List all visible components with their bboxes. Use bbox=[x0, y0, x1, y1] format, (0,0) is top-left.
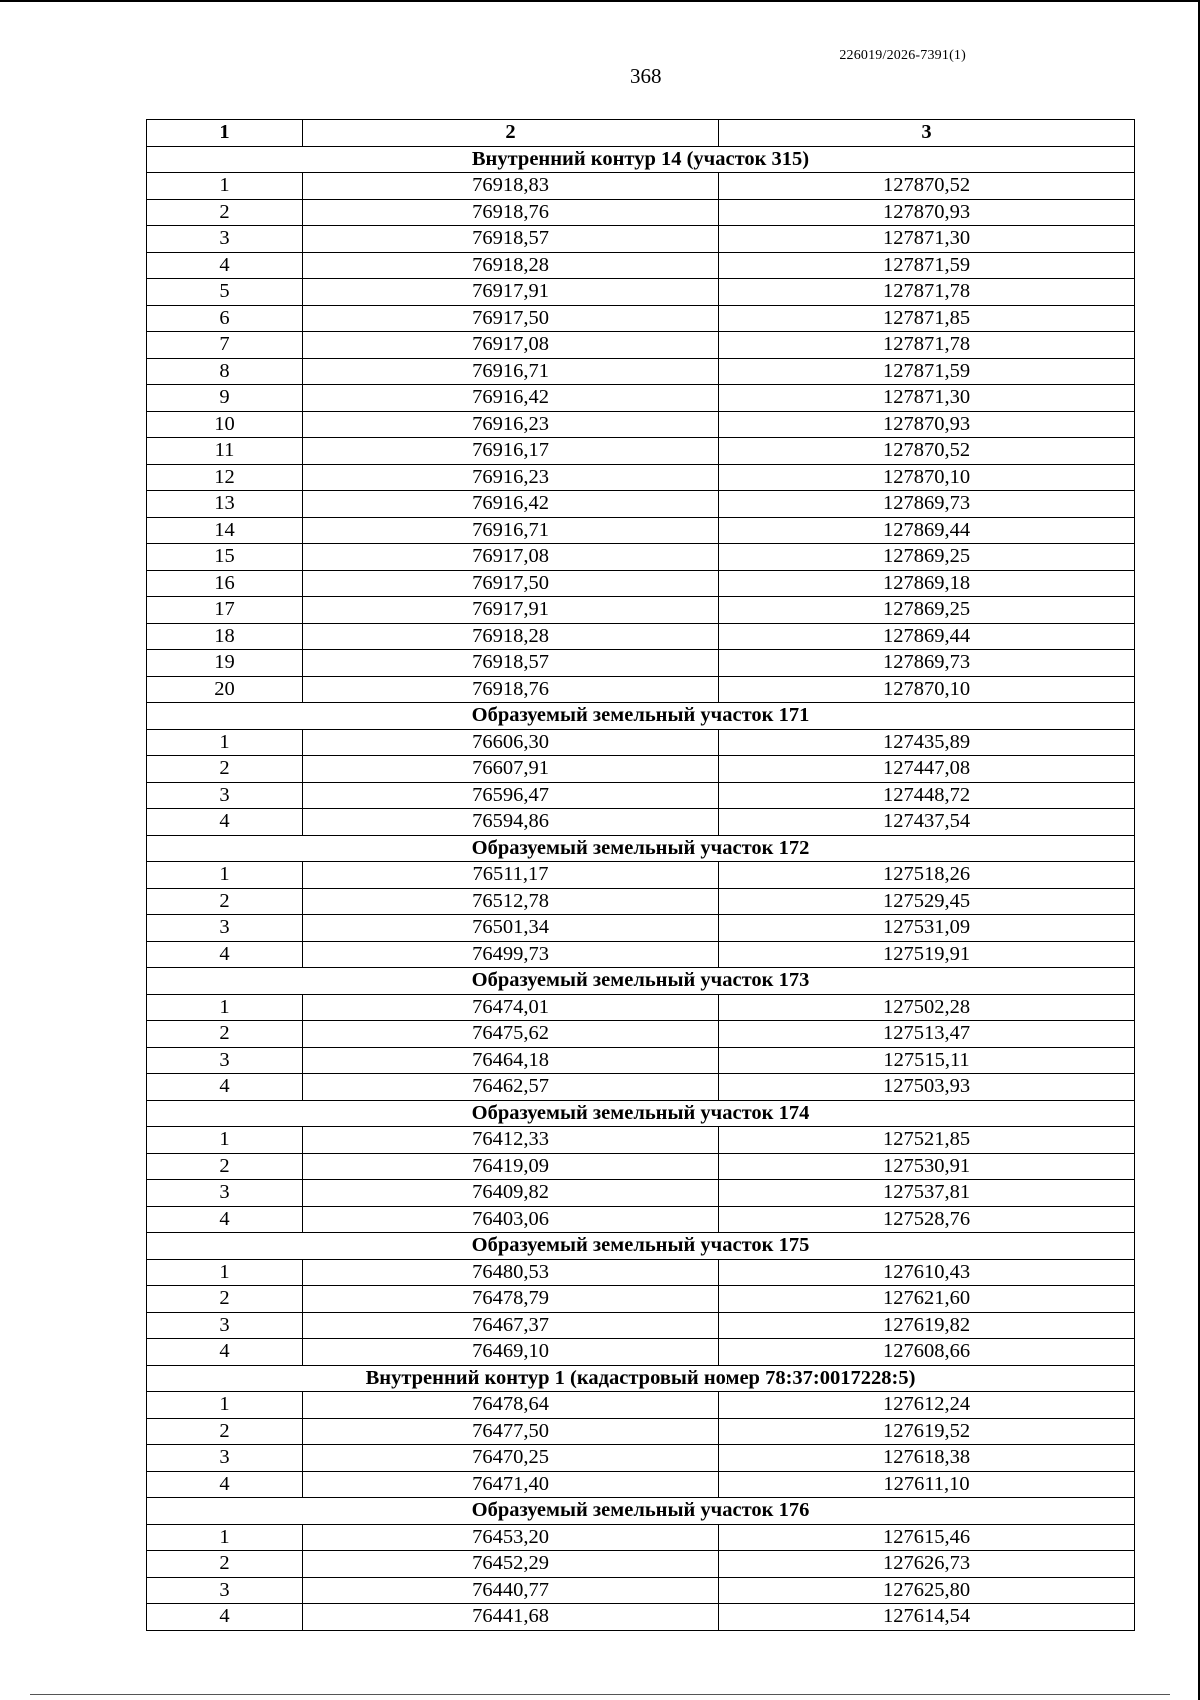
table-row bbox=[147, 1074, 1135, 1101]
point-number-cell: 2 bbox=[147, 1418, 303, 1445]
x-coordinate-cell: 76409,82 bbox=[303, 1180, 719, 1207]
x-coordinate-cell: 76419,09 bbox=[303, 1153, 719, 1180]
x-coordinate-cell: 76464,18 bbox=[303, 1047, 719, 1074]
table-row bbox=[147, 279, 1135, 306]
x-coordinate-cell: 76499,73 bbox=[303, 941, 719, 968]
page-number: 368 bbox=[630, 64, 662, 88]
column-header: 1 bbox=[147, 120, 303, 147]
point-number-cell: 3 bbox=[147, 1577, 303, 1604]
point-number-cell: 19 bbox=[147, 650, 303, 677]
point-number-cell: 1 bbox=[147, 729, 303, 756]
table-row bbox=[147, 782, 1135, 809]
table-row bbox=[147, 1339, 1135, 1366]
section-title: Внутренний контур 14 (участок 315) bbox=[147, 146, 1135, 173]
section-header-row bbox=[147, 1100, 1135, 1127]
x-coordinate-cell: 76917,91 bbox=[303, 279, 719, 306]
y-coordinate-cell: 127530,91 bbox=[719, 1153, 1135, 1180]
y-coordinate-cell: 127869,73 bbox=[719, 491, 1135, 518]
point-number-cell: 2 bbox=[147, 1286, 303, 1313]
point-number-cell: 5 bbox=[147, 279, 303, 306]
y-coordinate-cell: 127521,85 bbox=[719, 1127, 1135, 1154]
x-coordinate-cell: 76917,08 bbox=[303, 332, 719, 359]
x-coordinate-cell: 76452,29 bbox=[303, 1551, 719, 1578]
point-number-cell: 2 bbox=[147, 756, 303, 783]
x-coordinate-cell: 76607,91 bbox=[303, 756, 719, 783]
point-number-cell: 1 bbox=[147, 994, 303, 1021]
point-number-cell: 1 bbox=[147, 1392, 303, 1419]
point-number-cell: 2 bbox=[147, 1021, 303, 1048]
point-number-cell: 3 bbox=[147, 1047, 303, 1074]
x-coordinate-cell: 76477,50 bbox=[303, 1418, 719, 1445]
section-header-row bbox=[147, 1498, 1135, 1525]
y-coordinate-cell: 127870,10 bbox=[719, 464, 1135, 491]
x-coordinate-cell: 76470,25 bbox=[303, 1445, 719, 1472]
x-coordinate-cell: 76916,23 bbox=[303, 464, 719, 491]
y-coordinate-cell: 127503,93 bbox=[719, 1074, 1135, 1101]
point-number-cell: 4 bbox=[147, 941, 303, 968]
section-title: Внутренний контур 1 (кадастровый номер 78:37:0017228:5) bbox=[147, 1365, 1135, 1392]
point-number-cell: 4 bbox=[147, 1471, 303, 1498]
x-coordinate-cell: 76916,71 bbox=[303, 517, 719, 544]
x-coordinate-cell: 76453,20 bbox=[303, 1524, 719, 1551]
x-coordinate-cell: 76918,28 bbox=[303, 623, 719, 650]
x-coordinate-cell: 76441,68 bbox=[303, 1604, 719, 1631]
point-number-cell: 14 bbox=[147, 517, 303, 544]
table-row bbox=[147, 517, 1135, 544]
section-header-row bbox=[147, 835, 1135, 862]
table-row bbox=[147, 252, 1135, 279]
table-row bbox=[147, 332, 1135, 359]
document-reference: 226019/2026-7391(1) bbox=[839, 48, 966, 63]
y-coordinate-cell: 127869,25 bbox=[719, 597, 1135, 624]
point-number-cell: 4 bbox=[147, 1206, 303, 1233]
y-coordinate-cell: 127871,30 bbox=[719, 226, 1135, 253]
y-coordinate-cell: 127537,81 bbox=[719, 1180, 1135, 1207]
point-number-cell: 11 bbox=[147, 438, 303, 465]
y-coordinate-cell: 127625,80 bbox=[719, 1577, 1135, 1604]
x-coordinate-cell: 76412,33 bbox=[303, 1127, 719, 1154]
section-title: Образуемый земельный участок 174 bbox=[147, 1100, 1135, 1127]
x-coordinate-cell: 76511,17 bbox=[303, 862, 719, 889]
point-number-cell: 1 bbox=[147, 173, 303, 200]
x-coordinate-cell: 76480,53 bbox=[303, 1259, 719, 1286]
point-number-cell: 20 bbox=[147, 676, 303, 703]
point-number-cell: 3 bbox=[147, 226, 303, 253]
x-coordinate-cell: 76474,01 bbox=[303, 994, 719, 1021]
x-coordinate-cell: 76918,83 bbox=[303, 173, 719, 200]
table-row bbox=[147, 862, 1135, 889]
section-title: Образуемый земельный участок 175 bbox=[147, 1233, 1135, 1260]
y-coordinate-cell: 127437,54 bbox=[719, 809, 1135, 836]
point-number-cell: 2 bbox=[147, 888, 303, 915]
y-coordinate-cell: 127626,73 bbox=[719, 1551, 1135, 1578]
x-coordinate-cell: 76918,57 bbox=[303, 650, 719, 677]
table-row bbox=[147, 544, 1135, 571]
table-row bbox=[147, 888, 1135, 915]
x-coordinate-cell: 76917,08 bbox=[303, 544, 719, 571]
y-coordinate-cell: 127619,52 bbox=[719, 1418, 1135, 1445]
y-coordinate-cell: 127531,09 bbox=[719, 915, 1135, 942]
point-number-cell: 7 bbox=[147, 332, 303, 359]
point-number-cell: 4 bbox=[147, 809, 303, 836]
table-row bbox=[147, 650, 1135, 677]
x-coordinate-cell: 76918,28 bbox=[303, 252, 719, 279]
y-coordinate-cell: 127519,91 bbox=[719, 941, 1135, 968]
point-number-cell: 1 bbox=[147, 1259, 303, 1286]
table-row bbox=[147, 1153, 1135, 1180]
table-row bbox=[147, 1180, 1135, 1207]
point-number-cell: 18 bbox=[147, 623, 303, 650]
y-coordinate-cell: 127869,25 bbox=[719, 544, 1135, 571]
table-row bbox=[147, 941, 1135, 968]
x-coordinate-cell: 76478,79 bbox=[303, 1286, 719, 1313]
table-row bbox=[147, 1604, 1135, 1631]
x-coordinate-cell: 76917,50 bbox=[303, 570, 719, 597]
table-row bbox=[147, 994, 1135, 1021]
y-coordinate-cell: 127448,72 bbox=[719, 782, 1135, 809]
section-header-row bbox=[147, 703, 1135, 730]
table-row bbox=[147, 1551, 1135, 1578]
point-number-cell: 3 bbox=[147, 1445, 303, 1472]
point-number-cell: 1 bbox=[147, 1524, 303, 1551]
table-row bbox=[147, 1418, 1135, 1445]
point-number-cell: 2 bbox=[147, 1551, 303, 1578]
x-coordinate-cell: 76917,50 bbox=[303, 305, 719, 332]
x-coordinate-cell: 76596,47 bbox=[303, 782, 719, 809]
section-header-row bbox=[147, 146, 1135, 173]
y-coordinate-cell: 127870,52 bbox=[719, 173, 1135, 200]
y-coordinate-cell: 127870,93 bbox=[719, 199, 1135, 226]
table-row bbox=[147, 623, 1135, 650]
y-coordinate-cell: 127619,82 bbox=[719, 1312, 1135, 1339]
table-row bbox=[147, 676, 1135, 703]
x-coordinate-cell: 76916,23 bbox=[303, 411, 719, 438]
y-coordinate-cell: 127869,73 bbox=[719, 650, 1135, 677]
point-number-cell: 2 bbox=[147, 1153, 303, 1180]
table-row bbox=[147, 597, 1135, 624]
coordinates-table bbox=[146, 119, 1135, 1631]
y-coordinate-cell: 127871,85 bbox=[719, 305, 1135, 332]
x-coordinate-cell: 76403,06 bbox=[303, 1206, 719, 1233]
y-coordinate-cell: 127518,26 bbox=[719, 862, 1135, 889]
point-number-cell: 10 bbox=[147, 411, 303, 438]
y-coordinate-cell: 127870,10 bbox=[719, 676, 1135, 703]
y-coordinate-cell: 127871,30 bbox=[719, 385, 1135, 412]
x-coordinate-cell: 76471,40 bbox=[303, 1471, 719, 1498]
y-coordinate-cell: 127515,11 bbox=[719, 1047, 1135, 1074]
section-title: Образуемый земельный участок 171 bbox=[147, 703, 1135, 730]
y-coordinate-cell: 127502,28 bbox=[719, 994, 1135, 1021]
table-row bbox=[147, 226, 1135, 253]
x-coordinate-cell: 76918,76 bbox=[303, 199, 719, 226]
table-row bbox=[147, 809, 1135, 836]
y-coordinate-cell: 127618,38 bbox=[719, 1445, 1135, 1472]
y-coordinate-cell: 127870,93 bbox=[719, 411, 1135, 438]
point-number-cell: 3 bbox=[147, 1180, 303, 1207]
table-body bbox=[147, 146, 1135, 1630]
y-coordinate-cell: 127871,78 bbox=[719, 279, 1135, 306]
point-number-cell: 12 bbox=[147, 464, 303, 491]
y-coordinate-cell: 127869,44 bbox=[719, 623, 1135, 650]
table-row bbox=[147, 173, 1135, 200]
x-coordinate-cell: 76475,62 bbox=[303, 1021, 719, 1048]
point-number-cell: 1 bbox=[147, 862, 303, 889]
table-row bbox=[147, 411, 1135, 438]
point-number-cell: 2 bbox=[147, 199, 303, 226]
table-row bbox=[147, 1047, 1135, 1074]
point-number-cell: 17 bbox=[147, 597, 303, 624]
x-coordinate-cell: 76916,71 bbox=[303, 358, 719, 385]
x-coordinate-cell: 76478,64 bbox=[303, 1392, 719, 1419]
table-row bbox=[147, 358, 1135, 385]
point-number-cell: 15 bbox=[147, 544, 303, 571]
table-row bbox=[147, 305, 1135, 332]
x-coordinate-cell: 76918,57 bbox=[303, 226, 719, 253]
x-coordinate-cell: 76462,57 bbox=[303, 1074, 719, 1101]
y-coordinate-cell: 127870,52 bbox=[719, 438, 1135, 465]
x-coordinate-cell: 76469,10 bbox=[303, 1339, 719, 1366]
table-row bbox=[147, 1524, 1135, 1551]
y-coordinate-cell: 127513,47 bbox=[719, 1021, 1135, 1048]
x-coordinate-cell: 76918,76 bbox=[303, 676, 719, 703]
section-title: Образуемый земельный участок 176 bbox=[147, 1498, 1135, 1525]
table-row bbox=[147, 1021, 1135, 1048]
y-coordinate-cell: 127608,66 bbox=[719, 1339, 1135, 1366]
point-number-cell: 4 bbox=[147, 1339, 303, 1366]
x-coordinate-cell: 76512,78 bbox=[303, 888, 719, 915]
x-coordinate-cell: 76916,17 bbox=[303, 438, 719, 465]
y-coordinate-cell: 127869,18 bbox=[719, 570, 1135, 597]
y-coordinate-cell: 127615,46 bbox=[719, 1524, 1135, 1551]
point-number-cell: 3 bbox=[147, 915, 303, 942]
table-row bbox=[147, 1286, 1135, 1313]
table-row bbox=[147, 1577, 1135, 1604]
point-number-cell: 9 bbox=[147, 385, 303, 412]
column-header: 3 bbox=[719, 120, 1135, 147]
point-number-cell: 16 bbox=[147, 570, 303, 597]
point-number-cell: 3 bbox=[147, 782, 303, 809]
table-row bbox=[147, 570, 1135, 597]
y-coordinate-cell: 127871,59 bbox=[719, 358, 1135, 385]
table-row bbox=[147, 464, 1135, 491]
y-coordinate-cell: 127614,54 bbox=[719, 1604, 1135, 1631]
section-title: Образуемый земельный участок 173 bbox=[147, 968, 1135, 995]
bottom-divider bbox=[30, 1694, 1170, 1695]
table-row bbox=[147, 438, 1135, 465]
x-coordinate-cell: 76594,86 bbox=[303, 809, 719, 836]
point-number-cell: 1 bbox=[147, 1127, 303, 1154]
y-coordinate-cell: 127871,78 bbox=[719, 332, 1135, 359]
y-coordinate-cell: 127621,60 bbox=[719, 1286, 1135, 1313]
table-row bbox=[147, 199, 1135, 226]
table-row bbox=[147, 1312, 1135, 1339]
x-coordinate-cell: 76501,34 bbox=[303, 915, 719, 942]
point-number-cell: 13 bbox=[147, 491, 303, 518]
table-row bbox=[147, 756, 1135, 783]
y-coordinate-cell: 127447,08 bbox=[719, 756, 1135, 783]
x-coordinate-cell: 76440,77 bbox=[303, 1577, 719, 1604]
y-coordinate-cell: 127869,44 bbox=[719, 517, 1135, 544]
table-header-row bbox=[147, 120, 1135, 147]
y-coordinate-cell: 127611,10 bbox=[719, 1471, 1135, 1498]
y-coordinate-cell: 127871,59 bbox=[719, 252, 1135, 279]
point-number-cell: 6 bbox=[147, 305, 303, 332]
table-row bbox=[147, 915, 1135, 942]
x-coordinate-cell: 76467,37 bbox=[303, 1312, 719, 1339]
table-row bbox=[147, 1206, 1135, 1233]
x-coordinate-cell: 76916,42 bbox=[303, 491, 719, 518]
point-number-cell: 4 bbox=[147, 1074, 303, 1101]
y-coordinate-cell: 127610,43 bbox=[719, 1259, 1135, 1286]
table-row bbox=[147, 729, 1135, 756]
y-coordinate-cell: 127435,89 bbox=[719, 729, 1135, 756]
point-number-cell: 4 bbox=[147, 252, 303, 279]
y-coordinate-cell: 127528,76 bbox=[719, 1206, 1135, 1233]
point-number-cell: 3 bbox=[147, 1312, 303, 1339]
y-coordinate-cell: 127612,24 bbox=[719, 1392, 1135, 1419]
y-coordinate-cell: 127529,45 bbox=[719, 888, 1135, 915]
x-coordinate-cell: 76917,91 bbox=[303, 597, 719, 624]
table-row bbox=[147, 385, 1135, 412]
x-coordinate-cell: 76916,42 bbox=[303, 385, 719, 412]
table-row bbox=[147, 1445, 1135, 1472]
section-title: Образуемый земельный участок 172 bbox=[147, 835, 1135, 862]
point-number-cell: 8 bbox=[147, 358, 303, 385]
section-header-row bbox=[147, 968, 1135, 995]
point-number-cell: 4 bbox=[147, 1604, 303, 1631]
section-header-row bbox=[147, 1233, 1135, 1260]
table-row bbox=[147, 491, 1135, 518]
table-row bbox=[147, 1392, 1135, 1419]
table-row bbox=[147, 1471, 1135, 1498]
x-coordinate-cell: 76606,30 bbox=[303, 729, 719, 756]
table-row bbox=[147, 1127, 1135, 1154]
table-row bbox=[147, 1259, 1135, 1286]
section-header-row bbox=[147, 1365, 1135, 1392]
column-header: 2 bbox=[303, 120, 719, 147]
